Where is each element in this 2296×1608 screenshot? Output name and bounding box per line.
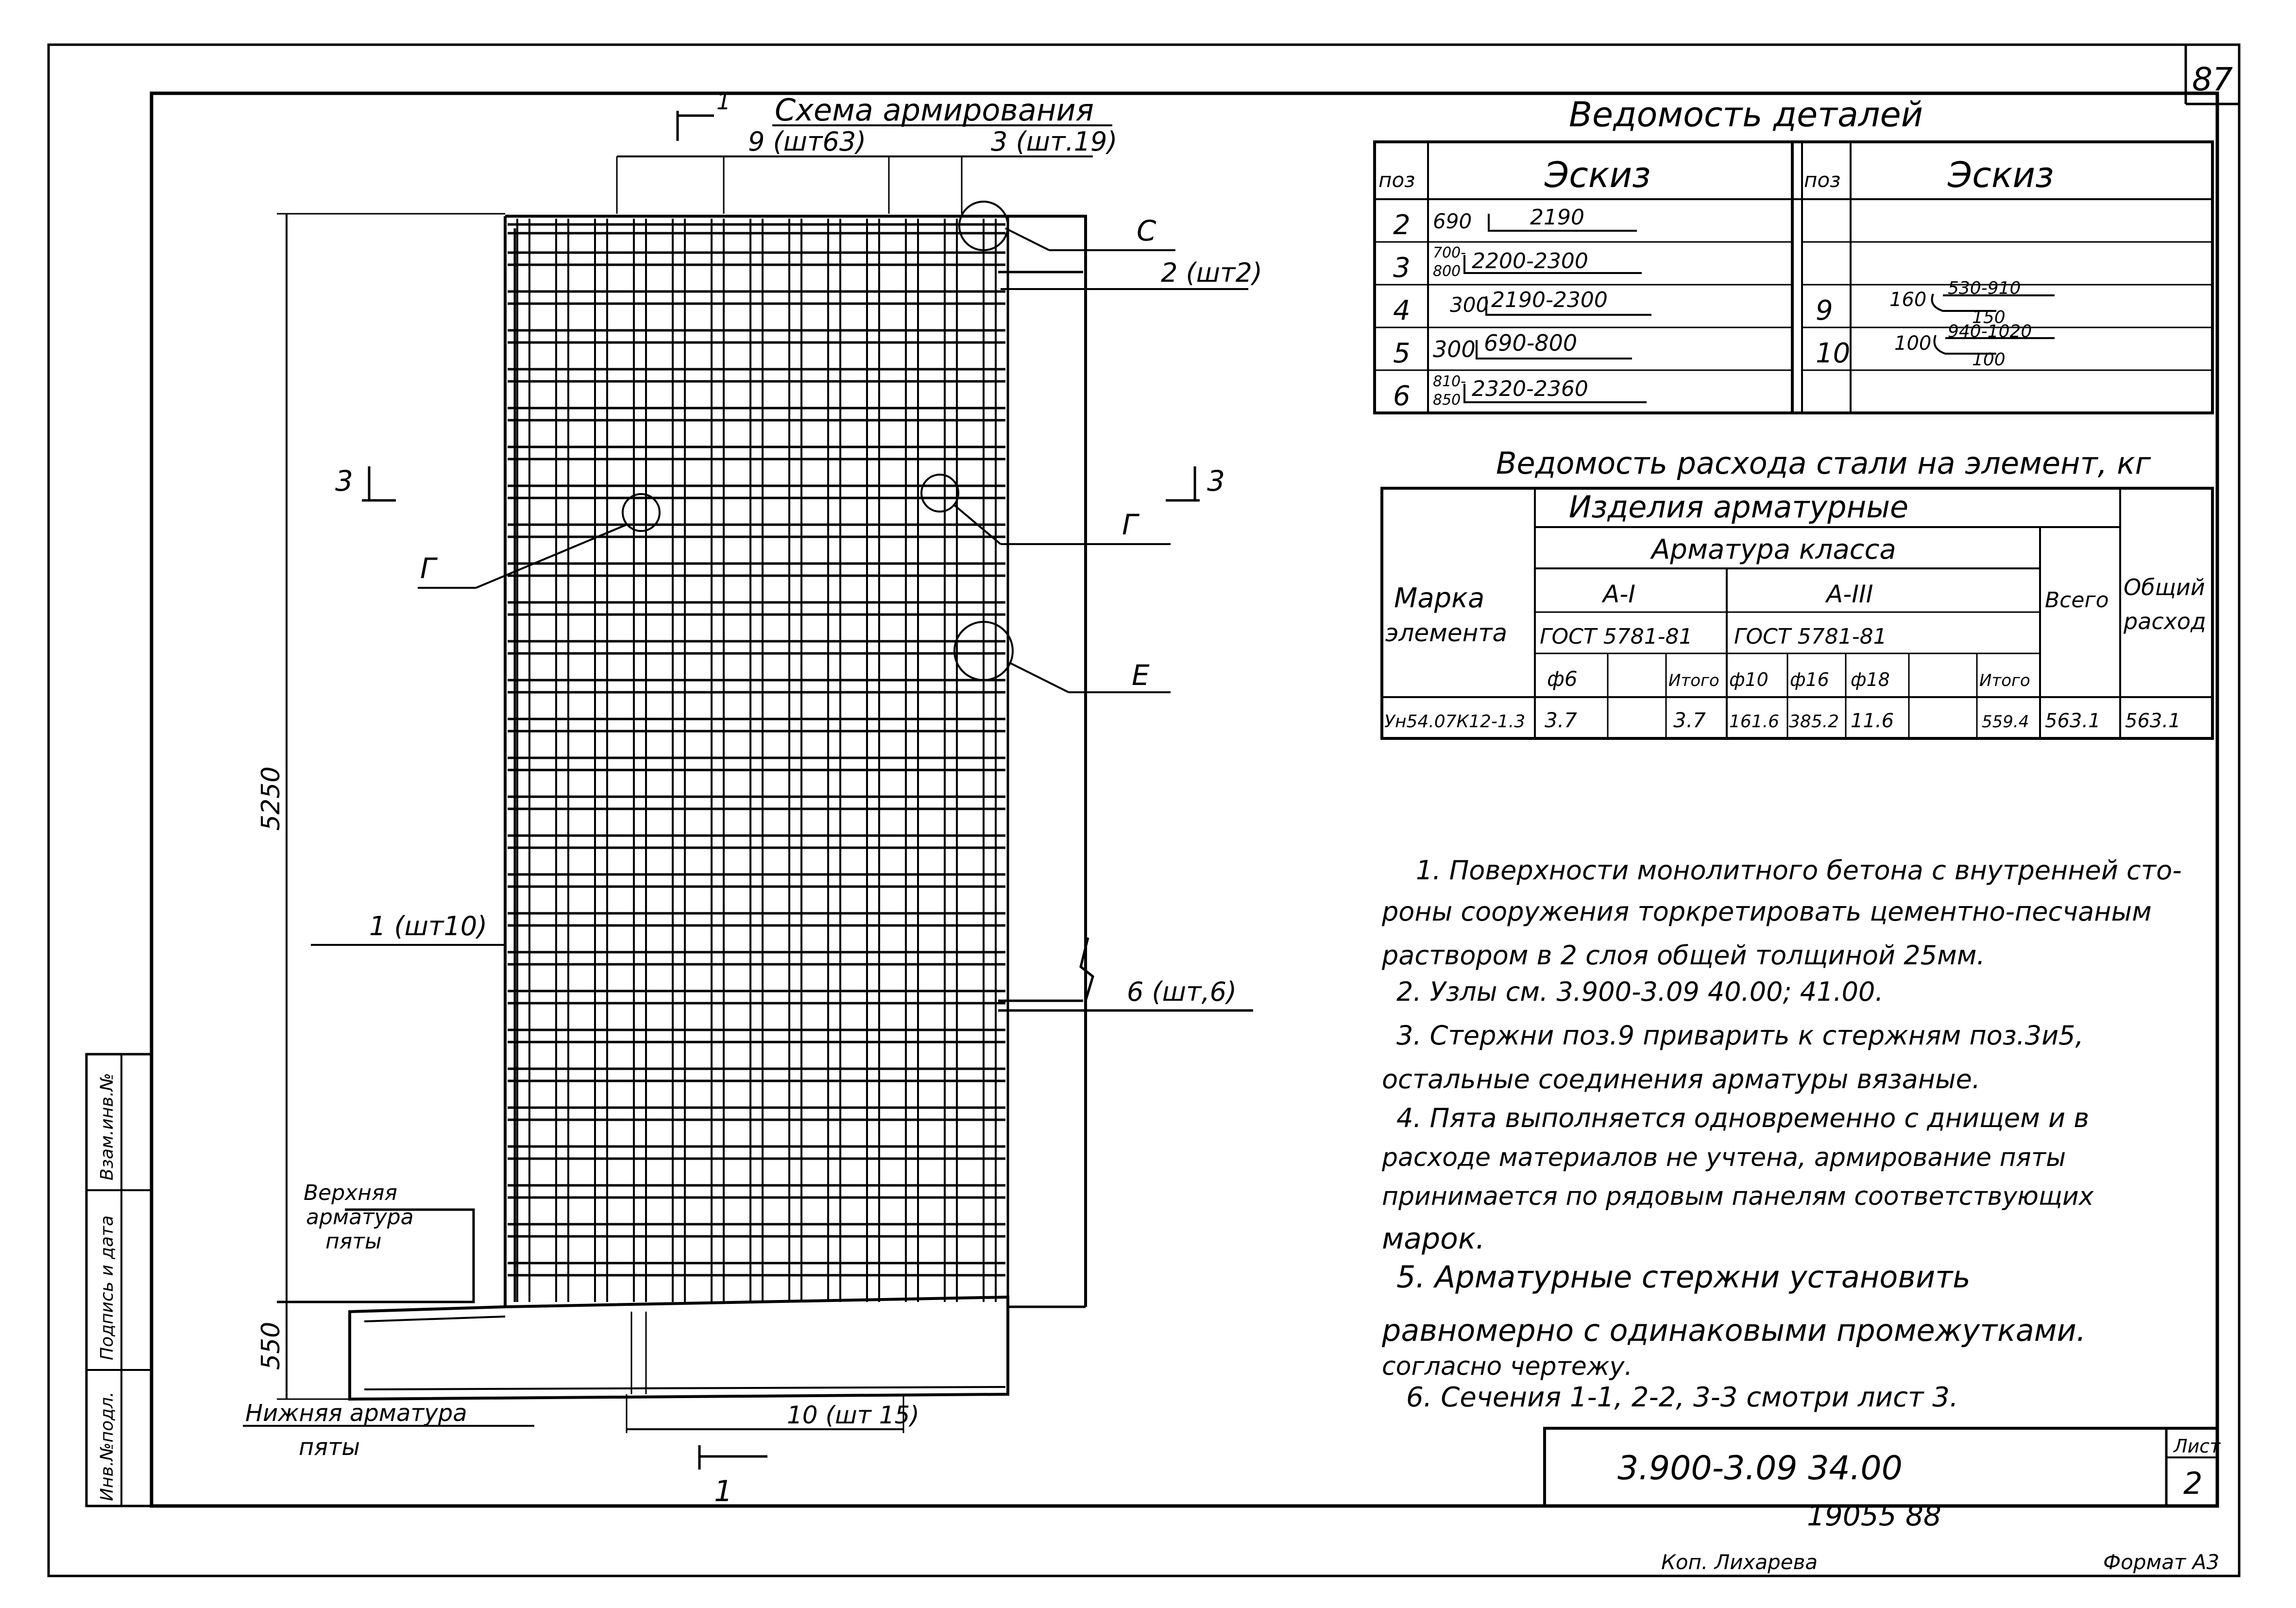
label-upper-2: арматура [306, 1205, 414, 1230]
steel-header-gost-2: ГОСТ 5781-81 [1734, 624, 1887, 649]
group-label-right: 3 (шт.19) [991, 126, 1118, 157]
label-pos-1: 1 (шт10) [369, 911, 488, 941]
label-pos-2: 2 (шт2) [1161, 257, 1262, 288]
steel-header-brand-1: Марка [1394, 582, 1485, 614]
note-line: марок. [1382, 1222, 1485, 1256]
sheet-label: Лист [2174, 1436, 2221, 1457]
label-pos-6: 6 (шт,6) [1127, 976, 1237, 1007]
detail-pos: 3 [1393, 252, 1411, 284]
bottom-annotations [1661, 1499, 2219, 1574]
steel-header-class: Арматура класса [1651, 534, 1896, 565]
reinforcement-scheme [243, 88, 1262, 1508]
callout-e: Е [1132, 659, 1150, 692]
steel-header-a3: А-III [1826, 580, 1873, 608]
steel-table [1382, 445, 2212, 738]
detail-pos: 6 [1393, 380, 1411, 412]
section-3-right: 3 [1207, 464, 1225, 497]
note-line: расходе материалов не учтена, армирование пяты [1382, 1143, 2066, 1172]
doc-code: 3.900-3.09 34.00 [1617, 1449, 1903, 1488]
steel-cell: 563.1 [2125, 710, 2181, 732]
steel-header-total: Всего [2045, 588, 2109, 613]
callout-c: С [1137, 214, 1157, 247]
steel-header-general-2: расход [2124, 608, 2206, 634]
label-upper-1: Верхняя [304, 1180, 397, 1205]
note-line: согласно чертежу. [1382, 1352, 1633, 1381]
details-header-pos: поз [1378, 168, 1415, 192]
inventory-number: 19055 88 [1807, 1499, 1941, 1532]
dimension-height: 5250 [256, 766, 286, 831]
details-table [1375, 95, 2212, 413]
note-line: 3. Стержни поз.9 приварить к стержням поз.3и5, [1396, 1020, 2084, 1051]
details-header-pos-right: поз [1804, 168, 1841, 192]
detail-dim-a: 690 [1433, 209, 1472, 233]
details-title: Ведомость деталей [1569, 95, 1923, 135]
steel-header-a1: А-I [1603, 580, 1635, 608]
detail-dim-a: 160 [1889, 289, 1927, 311]
detail-dim-a: 100 [1894, 332, 1932, 355]
detail-dim-b: 2320-2360 [1472, 376, 1588, 401]
dimension-base: 550 [256, 1321, 286, 1370]
label-lower-1: Нижняя арматура [245, 1400, 467, 1427]
detail-dim-c: 100 [1972, 350, 2006, 370]
details-header-sketch: Эскиз [1545, 154, 1651, 195]
detail-dim-b: 2200-2300 [1472, 249, 1588, 274]
steel-subcol: Итого [1668, 671, 1719, 690]
steel-cell: 559.4 [1982, 712, 2029, 732]
stamp-inventory-label: Инв.№подл. [97, 1391, 117, 1501]
steel-cell: 3.7 [1673, 708, 1706, 732]
detail-pos: 10 [1816, 338, 1851, 369]
sheet-number: 87 [2192, 61, 2233, 98]
detail-dim-b: 530-910 [1948, 278, 2021, 298]
detail-dim-a: 300 [1433, 336, 1476, 362]
stamp-signature-label: Подпись и дата [97, 1215, 117, 1360]
note-line: 5. Арматурные стержни установить [1396, 1259, 1971, 1295]
detail-dim-b: 2190 [1530, 205, 1584, 230]
note-line: раствором в 2 слоя общей толщиной 25мм. [1382, 940, 1985, 971]
title-block [1545, 1428, 2221, 1506]
group-label-left: 9 (шт63) [748, 126, 867, 157]
note-line: 6. Сечения 1-1, 2-2, 3-3 смотри лист 3. [1406, 1382, 1958, 1413]
steel-cell: Ун54.07К12-1.3 [1384, 712, 1526, 732]
steel-header-products: Изделия арматурные [1569, 489, 1909, 525]
steel-cell: 161.6 [1729, 712, 1780, 732]
section-mark-top: 1 [716, 88, 731, 115]
steel-header-gost-1: ГОСТ 5781-81 [1540, 624, 1693, 649]
detail-dim-b: 2190-2300 [1491, 288, 1608, 312]
detail-pos: 4 [1393, 295, 1411, 326]
detail-dim-a: 810- [1433, 373, 1466, 390]
copied-by: Коп. Лихарева [1661, 1550, 1818, 1574]
steel-cell: 385.2 [1789, 712, 1839, 732]
group-label-bottom: 10 (шт 15) [787, 1401, 919, 1429]
detail-pos: 9 [1816, 295, 1833, 326]
steel-title: Ведомость расхода стали на элемент, кг [1496, 445, 2151, 481]
steel-subcol: ф16 [1790, 669, 1829, 690]
note-line: 1. Поверхности монолитного бетона с внутренней сто- [1416, 855, 2182, 886]
callout-g-left: Г [420, 552, 436, 585]
note-line: остальные соединения арматуры вязаные. [1382, 1064, 1981, 1095]
steel-subcol: ф10 [1729, 669, 1769, 690]
steel-subcol: Итого [1979, 671, 2030, 690]
detail-dim-c: 150 [1972, 308, 2006, 327]
stamp-replace-label: Взам.инв.№ [97, 1073, 117, 1180]
details-row [1393, 205, 1637, 241]
section-3-left: 3 [335, 464, 353, 497]
details-header-sketch-right: Эскиз [1948, 154, 2054, 195]
label-lower-2: пяты [299, 1434, 360, 1461]
note-line: 2. Узлы см. 3.900-3.09 40.00; 41.00. [1396, 976, 1884, 1007]
steel-header-general-1: Общий [2124, 574, 2205, 600]
detail-pos: 5 [1393, 338, 1411, 369]
detail-dim-a: 700- [1433, 244, 1466, 261]
steel-cell: 3.7 [1545, 708, 1577, 732]
note-line: 4. Пята выполняется одновременно с днищем и в [1396, 1103, 2090, 1133]
note-line: равномерно с одинаковыми промежутками. [1382, 1313, 2086, 1348]
steel-cell: 563.1 [2045, 710, 2101, 732]
detail-dim-a: 300 [1450, 293, 1489, 317]
horizontal-bars [508, 224, 1005, 1275]
note-line: принимается по рядовым панелям соответствующих [1382, 1182, 2094, 1211]
details-row [1393, 288, 1651, 326]
detail-dim-a2: 850 [1433, 392, 1461, 409]
steel-cell: 11.6 [1851, 710, 1894, 732]
detail-dim-b: 690-800 [1484, 330, 1578, 356]
details-row [1393, 373, 1647, 412]
steel-header-brand-2: элемента [1385, 619, 1508, 647]
section-mark-bottom: 1 [714, 1474, 733, 1508]
detail-dim-a2: 800 [1433, 263, 1461, 280]
callout-g-right: Г [1122, 508, 1138, 541]
detail-pos: 2 [1393, 209, 1411, 241]
note-line: роны сооружения торкретировать цементно-песчаным [1382, 896, 2152, 927]
side-stamp [86, 1054, 152, 1506]
format-label: Формат А3 [2103, 1550, 2220, 1574]
steel-subcol: ф6 [1547, 667, 1578, 691]
notes [1381, 855, 2182, 1413]
details-row [1393, 244, 1642, 284]
sheet-value: 2 [2183, 1466, 2203, 1501]
label-upper-3: пяты [325, 1229, 382, 1254]
steel-subcol: ф18 [1851, 669, 1890, 690]
scheme-title: Схема армирования [775, 92, 1094, 128]
detail-dim-b: 940-1020 [1948, 322, 2032, 342]
